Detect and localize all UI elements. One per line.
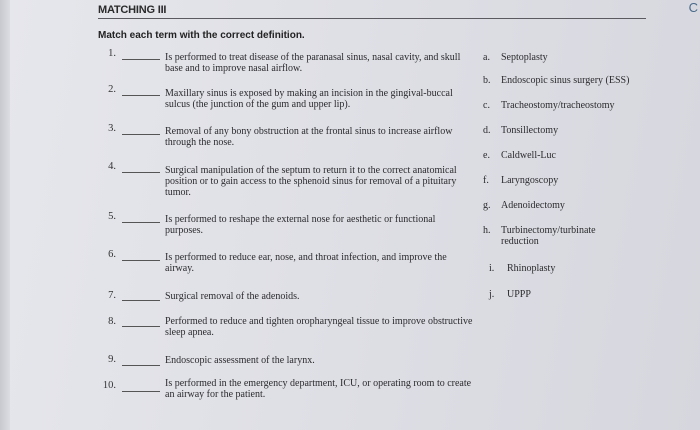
option-text: Tracheostomy/tracheostomy bbox=[501, 100, 615, 111]
answer-blank[interactable] bbox=[122, 172, 160, 173]
question-text: Is performed to treat disease of the paranasal sinus, nasal cavity, and skull base and to improve nasal airflow. bbox=[165, 52, 461, 74]
option-letter: h. bbox=[483, 225, 491, 236]
answer-blank[interactable] bbox=[122, 300, 160, 301]
option-text: Caldwell-Luc bbox=[501, 150, 556, 161]
option-item bbox=[483, 175, 558, 186]
option-letter: i. bbox=[489, 263, 495, 274]
option-letter: f. bbox=[483, 175, 489, 186]
option-letter: c. bbox=[483, 100, 490, 111]
question-number: 7. bbox=[108, 290, 116, 301]
question-number: 4. bbox=[108, 161, 116, 172]
question-number: 3. bbox=[108, 123, 116, 134]
option-letter: g. bbox=[483, 200, 491, 211]
page-edge bbox=[0, 0, 10, 430]
option-item bbox=[483, 200, 565, 211]
question-number: 10. bbox=[102, 380, 116, 391]
option-letter: e. bbox=[483, 150, 490, 161]
question-text: Performed to reduce and tighten oropharyngeal tissue to improve obstructive sleep apnea. bbox=[165, 316, 473, 338]
option-item bbox=[483, 100, 615, 111]
option-item bbox=[483, 150, 556, 161]
section-title: MATCHING III bbox=[98, 4, 167, 16]
question-number: 9. bbox=[108, 354, 116, 365]
option-item bbox=[489, 263, 555, 274]
answer-blank[interactable] bbox=[122, 95, 160, 96]
answer-blank[interactable] bbox=[122, 222, 160, 223]
instruction-text: Match each term with the correct definition. bbox=[98, 30, 305, 41]
question-number: 5. bbox=[108, 211, 116, 222]
question-text: Is performed in the emergency department, ICU, or operating room to create an airway for the patient. bbox=[165, 378, 472, 400]
answer-blank[interactable] bbox=[122, 59, 160, 60]
option-letter: d. bbox=[483, 125, 491, 136]
answer-blank[interactable] bbox=[122, 260, 160, 261]
title-divider bbox=[98, 18, 646, 19]
option-text: Laryngoscopy bbox=[501, 175, 559, 186]
answer-blank[interactable] bbox=[122, 326, 160, 327]
option-item bbox=[483, 225, 621, 247]
option-letter: b. bbox=[483, 75, 491, 86]
option-text: Septoplasty bbox=[501, 52, 548, 63]
question-text: Endoscopic assessment of the larynx. bbox=[165, 355, 315, 366]
option-item bbox=[483, 75, 629, 86]
option-item bbox=[483, 52, 548, 63]
option-text: Adenoidectomy bbox=[501, 200, 565, 211]
option-item bbox=[489, 289, 531, 300]
question-number: 2. bbox=[108, 84, 116, 95]
option-letter: a. bbox=[483, 52, 490, 63]
question-text: Removal of any bony obstruction at the frontal sinus to increase airflow through the nose. bbox=[165, 126, 453, 148]
option-text: Endoscopic sinus surgery (ESS) bbox=[501, 75, 630, 86]
answer-blank[interactable] bbox=[122, 391, 160, 392]
question-number: 1. bbox=[108, 48, 116, 59]
answer-blank[interactable] bbox=[122, 365, 160, 366]
question-text: Surgical manipulation of the septum to return it to the correct anatomical position or to gain access to the sphenoid sinus for removal of a pituitary tumor. bbox=[165, 165, 457, 198]
question-text: Maxillary sinus is exposed by making an incision in the gingival-buccal sulcus (the junction of the gum and upper lip). bbox=[165, 88, 453, 110]
corner-mark: C bbox=[688, 0, 698, 15]
question-number: 8. bbox=[108, 316, 116, 327]
option-text: Turbinectomy/turbinate reduction bbox=[501, 225, 596, 247]
answer-blank[interactable] bbox=[122, 134, 160, 135]
option-text: UPPP bbox=[507, 289, 531, 300]
question-text: Surgical removal of the adenoids. bbox=[165, 291, 300, 302]
question-text: Is performed to reduce ear, nose, and throat infection, and improve the airway. bbox=[165, 252, 447, 274]
option-text: Tonsillectomy bbox=[501, 125, 559, 136]
option-text: Rhinoplasty bbox=[507, 263, 556, 274]
option-letter: j. bbox=[489, 289, 495, 300]
question-number: 6. bbox=[108, 249, 116, 260]
question-text: Is performed to reshape the external nose for aesthetic or functional purposes. bbox=[165, 214, 436, 236]
option-item bbox=[483, 125, 558, 136]
